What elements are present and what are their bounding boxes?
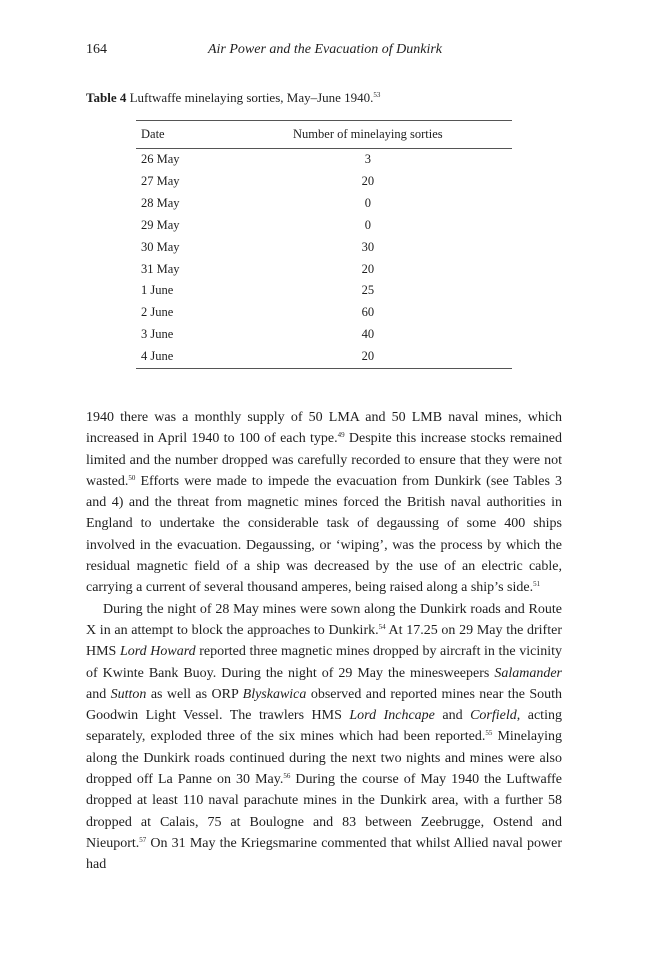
cell-sorties: 3 bbox=[364, 152, 371, 166]
table-row bbox=[136, 215, 512, 237]
text-run: Despite this increase stocks remained limited and the number dropped was carefully recorded to ensure that they were not wasted. bbox=[86, 431, 562, 489]
cell-date: 2 June bbox=[141, 305, 174, 320]
ship-name: Blyskawica bbox=[242, 686, 307, 702]
ship-name: Corfield bbox=[470, 708, 517, 724]
cell-sorties: 25 bbox=[361, 283, 375, 298]
cell-date: 30 May bbox=[141, 239, 180, 254]
footnote-ref: 50 bbox=[128, 473, 136, 482]
table-label: Table 4 bbox=[86, 90, 127, 105]
footnote-ref: 55 bbox=[485, 729, 493, 738]
text-run: 1940 there was a monthly supply of 50 LMA and 50 LMB naval mines, which increased in April 1940 to 100 of each type. bbox=[86, 410, 562, 447]
running-title: Air Power and the Evacuation of Dunkirk bbox=[207, 42, 443, 57]
cell-date: 31 May bbox=[141, 261, 180, 276]
table-header-row bbox=[136, 121, 512, 149]
page-number: 164 bbox=[86, 42, 107, 57]
table-row bbox=[136, 237, 512, 259]
footnote-ref: 57 bbox=[139, 835, 147, 844]
text-run: Efforts were made to impede the evacuation from Dunkirk (see Tables 3 and 4) and the threat from magnetic mines forced the British naval authorities in England to undertake the considerable task of degaussing of some 400 ships involved in the evacuation. Degaussing, or ‘wiping’, was the process by which the residual magnetic field of a ship was decreased by the use of an electric cable, carrying a current of several thousand amperes, being raised along a ship’s side. bbox=[86, 473, 562, 596]
footnote-ref: 54 bbox=[378, 622, 386, 631]
ship-name: Lord Inchcape bbox=[349, 708, 435, 724]
text-run: as well as ORP bbox=[146, 686, 243, 702]
table-row bbox=[136, 280, 512, 302]
paragraph bbox=[86, 407, 562, 599]
table-row bbox=[136, 259, 512, 281]
text-run: Minelaying along the Dunkirk roads continued during the next two nights and mines were also dropped off La Panne on 30 May. bbox=[86, 729, 562, 788]
text-run: , acting separately, exploded three of the six mines which had been reported. bbox=[86, 708, 562, 745]
text-run: and bbox=[434, 708, 471, 724]
table-caption-text: Luftwaffe minelaying sorties, May–June 1940. bbox=[129, 90, 374, 105]
text-run: During the night of 28 May mines were sown along the Dunkirk roads and Route X in an attempt to block the approaches to Dunkirk. bbox=[86, 601, 562, 638]
text-run: observed and reported mines near the South Goodwin Light Vessel. The trawlers HMS bbox=[86, 686, 562, 724]
cell-sorties: 20 bbox=[361, 261, 375, 276]
cell-date: 4 June bbox=[136, 346, 224, 368]
minelaying-table bbox=[136, 120, 512, 369]
table-row bbox=[136, 171, 512, 193]
cell-sorties: 0 bbox=[364, 195, 371, 210]
text-run: On 31 May the Kriegsmarine commented that whilst Allied naval power had bbox=[86, 835, 562, 873]
cell-sorties: 60 bbox=[361, 305, 375, 320]
text-run: During the course of May 1940 the Luftwaffe dropped at least 110 naval parachute mines in the Dunkirk area, with a further 58 dropped at Calais, 75 at Boulogne and 83 between Zeebrugge, Ostend and Nieuport. bbox=[86, 772, 562, 851]
ship-name: Sutton bbox=[110, 686, 147, 702]
cell-sorties: 40 bbox=[361, 327, 375, 342]
cell-sorties: 20 bbox=[361, 173, 375, 188]
cell-sorties: 20 bbox=[224, 346, 512, 368]
text-run: At 17.25 on 29 May the drifter HMS bbox=[86, 622, 562, 660]
column-header-date: Date bbox=[136, 121, 224, 149]
cell-sorties: 30 bbox=[361, 239, 375, 254]
cell-sorties: 0 bbox=[364, 217, 371, 232]
cell-date: 28 May bbox=[141, 195, 180, 210]
table-row bbox=[136, 324, 512, 346]
body-text bbox=[86, 407, 562, 876]
cell-date: 26 May bbox=[141, 152, 180, 166]
table-row bbox=[136, 193, 512, 215]
table-caption bbox=[86, 90, 380, 106]
footnote-ref: 56 bbox=[283, 772, 291, 781]
table-row bbox=[136, 346, 512, 368]
table-row bbox=[136, 149, 512, 171]
cell-date: 3 June bbox=[141, 327, 174, 342]
ship-name: Salamander bbox=[494, 665, 562, 681]
cell-date: 1 June bbox=[141, 283, 174, 298]
cell-date: 29 May bbox=[141, 217, 180, 232]
column-header-sorties: Number of minelaying sorties bbox=[224, 121, 512, 149]
footnote-ref: 53 bbox=[373, 91, 381, 99]
ship-name: Lord Howard bbox=[119, 644, 196, 660]
paragraph bbox=[86, 599, 562, 876]
table-row bbox=[136, 302, 512, 324]
cell-date: 27 May bbox=[141, 173, 180, 188]
footnote-ref: 51 bbox=[533, 580, 541, 589]
running-header bbox=[86, 42, 564, 62]
text-run: reported three magnetic mines dropped by aircraft in the vicinity of Kwinte Bank Buoy. During the night of 29 May the minesweepers bbox=[86, 644, 562, 681]
footnote-ref: 49 bbox=[337, 431, 345, 440]
text-run: and bbox=[86, 686, 111, 702]
